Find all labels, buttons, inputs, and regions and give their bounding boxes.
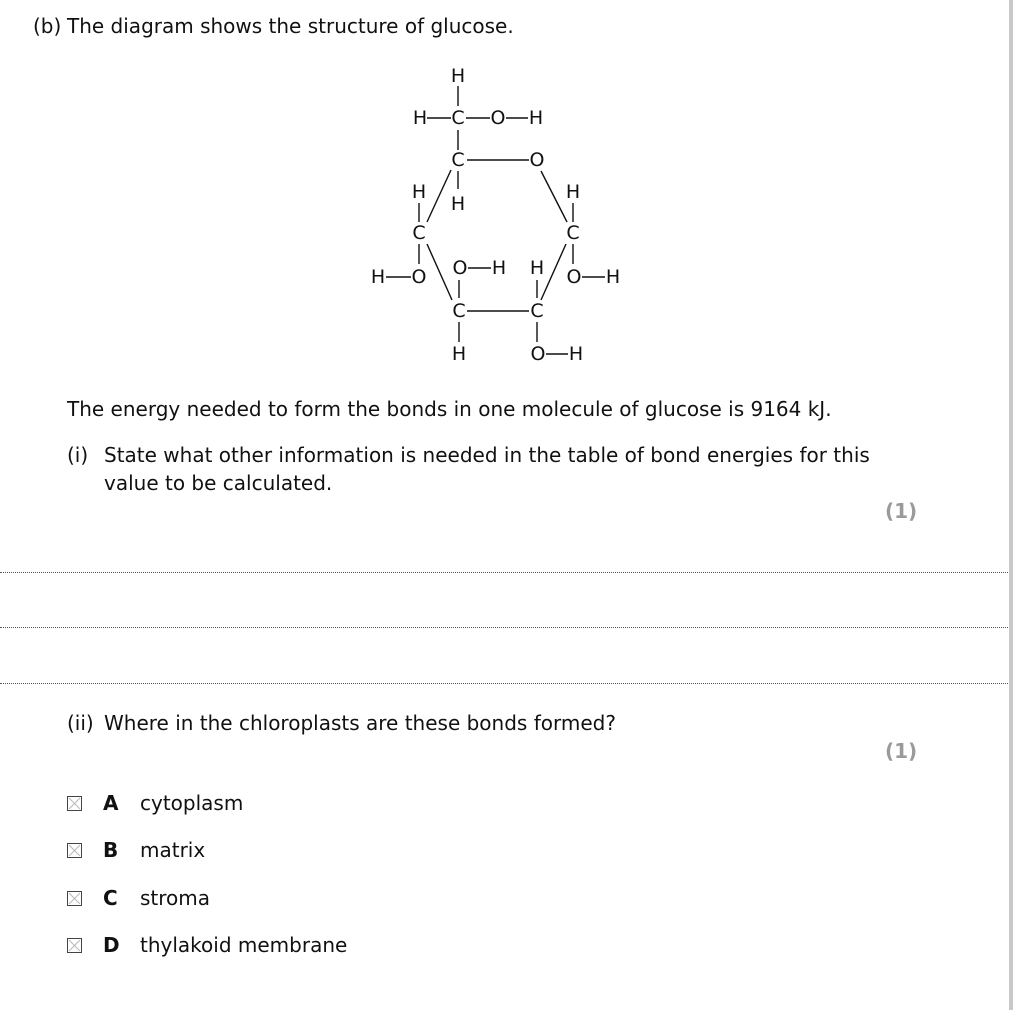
option-b-checkbox[interactable] bbox=[67, 843, 82, 858]
option-d-letter: D bbox=[103, 933, 120, 957]
answer-line[interactable] bbox=[0, 683, 1008, 684]
atom-h: H bbox=[451, 343, 467, 365]
atom-h: H bbox=[491, 257, 507, 279]
option-b-letter: B bbox=[103, 838, 119, 862]
bond bbox=[541, 171, 567, 222]
question-intro: The diagram shows the structure of glucose. bbox=[67, 14, 514, 38]
atom-h: H bbox=[565, 181, 581, 203]
part-i-label: (i) bbox=[67, 443, 89, 467]
atom-h: H bbox=[450, 193, 466, 215]
checkbox-cross-icon bbox=[68, 939, 81, 952]
atom-h: H bbox=[412, 107, 428, 129]
option-c-text: stroma bbox=[140, 886, 211, 910]
atom-h: H bbox=[605, 266, 621, 288]
atom-o: O bbox=[452, 257, 468, 279]
part-ii-marks: (1) bbox=[885, 739, 918, 763]
atom-h: H bbox=[450, 65, 466, 87]
bond bbox=[541, 244, 566, 300]
option-c-letter: C bbox=[103, 886, 118, 910]
option-b-text: matrix bbox=[140, 838, 206, 862]
option-d-checkbox[interactable] bbox=[67, 938, 82, 953]
part-ii-question: Where in the chloroplasts are these bonds formed? bbox=[104, 711, 616, 735]
atom-h: H bbox=[529, 257, 545, 279]
atom-o: O bbox=[566, 266, 582, 288]
glucose-structure-diagram bbox=[0, 0, 1016, 380]
checkbox-cross-icon bbox=[68, 892, 81, 905]
atom-h: H bbox=[568, 343, 584, 365]
part-ii-label: (ii) bbox=[67, 711, 94, 735]
atom-h: H bbox=[528, 107, 544, 129]
question-part-label: (b) bbox=[33, 14, 62, 38]
checkbox-cross-icon bbox=[68, 844, 81, 857]
option-d-text: thylakoid membrane bbox=[140, 933, 348, 957]
bond bbox=[427, 170, 451, 222]
atom-o: O bbox=[529, 149, 545, 171]
energy-statement: The energy needed to form the bonds in one molecule of glucose is 9164 kJ. bbox=[67, 397, 832, 421]
part-i-marks: (1) bbox=[885, 499, 918, 523]
atom-c: C bbox=[566, 222, 580, 244]
answer-line[interactable] bbox=[0, 572, 1008, 573]
atom-c: C bbox=[412, 222, 426, 244]
option-c-checkbox[interactable] bbox=[67, 891, 82, 906]
atom-o: O bbox=[530, 343, 546, 365]
atom-h: H bbox=[370, 266, 386, 288]
part-i-question-line1: State what other information is needed in the table of bond energies for this bbox=[104, 443, 870, 467]
part-i-question-line2: value to be calculated. bbox=[104, 471, 333, 495]
option-a-checkbox[interactable] bbox=[67, 796, 82, 811]
answer-line[interactable] bbox=[0, 627, 1008, 628]
option-a-text: cytoplasm bbox=[140, 791, 244, 815]
atom-c: C bbox=[530, 300, 544, 322]
atom-o: O bbox=[411, 266, 427, 288]
atom-c: C bbox=[451, 149, 465, 171]
atom-h: H bbox=[411, 181, 427, 203]
bond bbox=[427, 244, 452, 300]
option-a-letter: A bbox=[103, 791, 119, 815]
atom-c: C bbox=[452, 300, 466, 322]
checkbox-cross-icon bbox=[68, 797, 81, 810]
atom-c: C bbox=[451, 107, 465, 129]
atom-o: O bbox=[490, 107, 506, 129]
